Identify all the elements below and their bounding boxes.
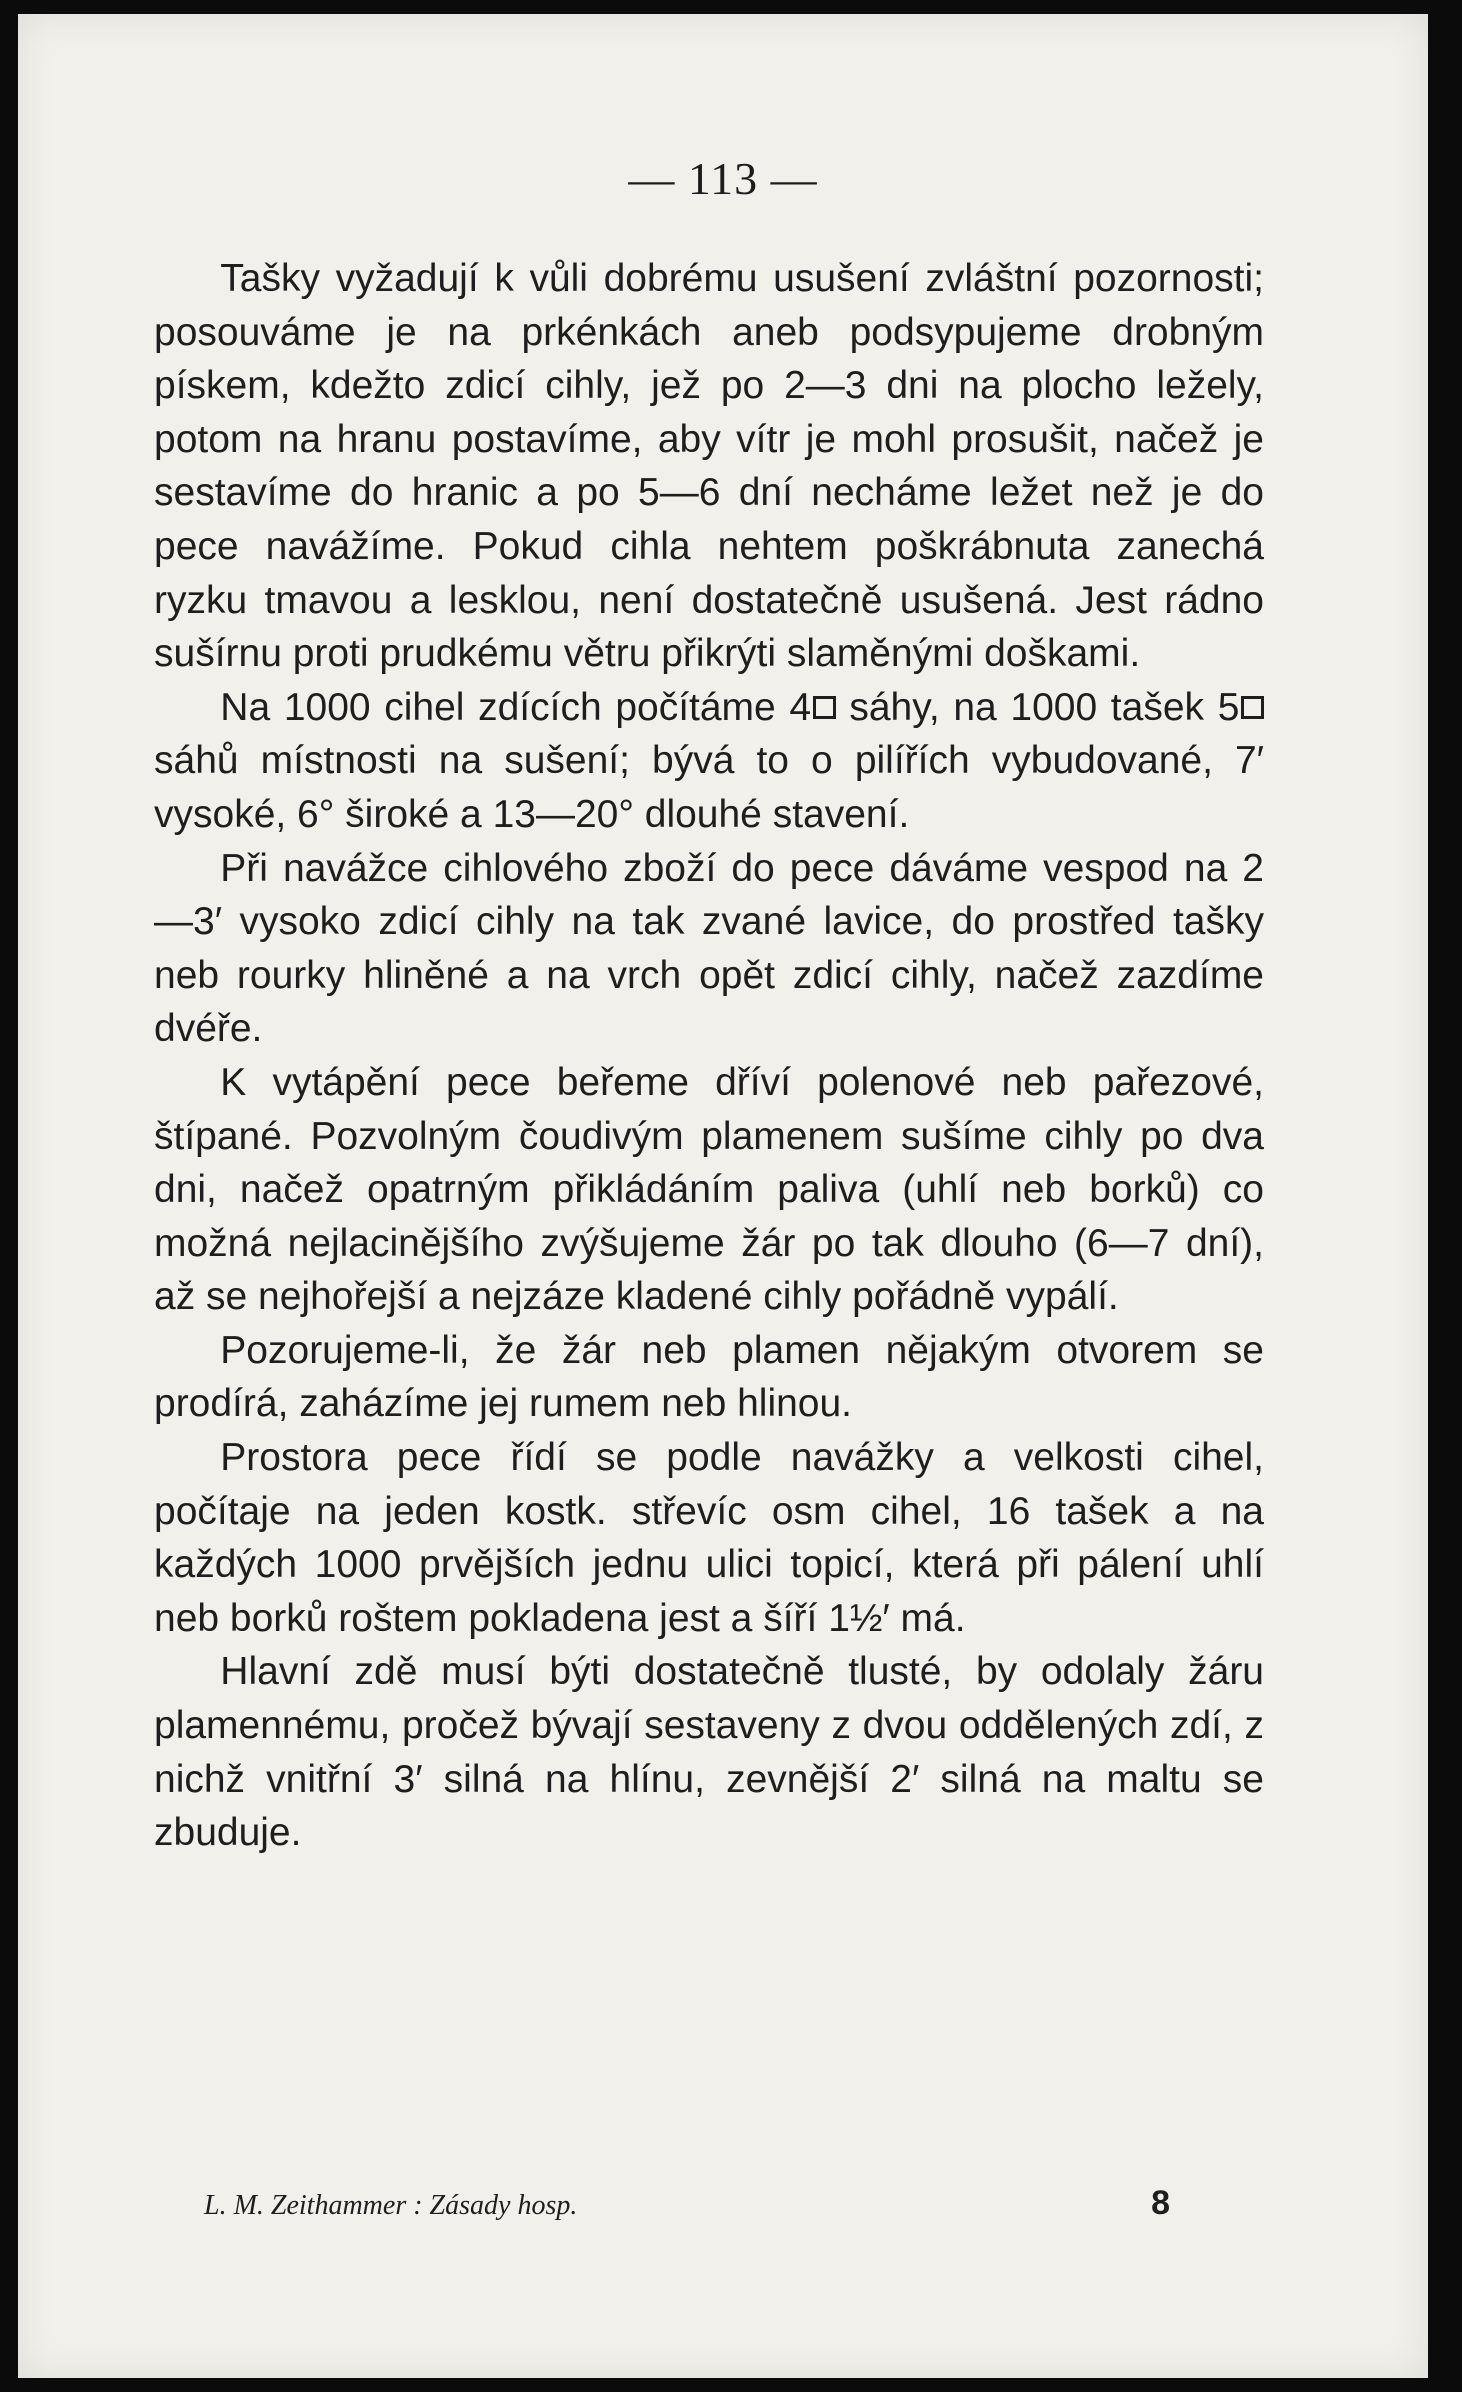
body-text xyxy=(154,252,1264,1860)
square-unit-symbol xyxy=(813,696,836,719)
paragraph-text: Prostora pece řídí se podle navážky a velkosti cihel, počítaje na jeden kostk. střevíc osm cihel, 16 tašek a na každých 1000 prvějších jednu ulici topicí, která při pálení uhlí neb borků roštem pokladena jest a šíří 1½′ má. xyxy=(154,1436,1264,1640)
paragraph-6 xyxy=(154,1431,1264,1645)
paragraph-text: Tašky vyžadují k vůli dobrému usušení zvláštní pozornosti; posouváme je na prkénkách aneb podsypujeme drobným pískem, kdežto zdicí cihly, jež po 2—3 dni na plocho ležely, potom na hranu postavíme, aby vítr je mohl prosušit, načež je sestavíme do hranic a po 5—6 dní necháme ležet než je do pece navážíme. Pokud cihla nehtem poškrábnuta zanechá ryzku tmavou a lesklou, není dostatečně usušená. Jest rádno sušírnu proti prudkému větru přikrýti slaměnými doškami. xyxy=(154,257,1264,676)
page-number: — 113 — xyxy=(628,153,818,204)
paragraph-5 xyxy=(154,1324,1264,1431)
page-footer xyxy=(204,2184,1184,2222)
book-page xyxy=(18,14,1428,2378)
paragraph-2 xyxy=(154,681,1264,842)
paragraph-3 xyxy=(154,842,1264,1056)
paragraph-text: K vytápění pece beřeme dříví polenové neb pařezové, štípané. Pozvolným čoudivým plamenem sušíme cihly po dva dni, načež opatrným přikládáním paliva (uhlí neb borků) co možná nejlacinějšího zvýšujeme žár po tak dlouho (6—7 dní), až se nejhořejší a nejzáze kladené cihly pořádně vypálí. xyxy=(154,1060,1264,1319)
paragraph-1 xyxy=(154,252,1264,681)
paragraph-text: Při navážce cihlového zboží do pece dáváme vespod na 2—3′ vysoko zdicí cihly na tak zvané lavice, do prostřed tašky neb rourky hliněné a na vrch opět zdicí cihly, načež zazdíme dvéře. xyxy=(154,846,1264,1051)
paragraph-text: sáhů místnosti na sušení; bývá to o pilířích vybudované, 7′ vysoké, 6° široké a 13—20° dlouhé stavení. xyxy=(154,739,1264,836)
paragraph-text: Pozorujeme-li, že žár neb plamen nějakým otvorem se prodírá, zaházíme jej rumem neb hlinou. xyxy=(154,1328,1264,1426)
paragraph-7 xyxy=(154,1645,1264,1859)
square-unit-symbol xyxy=(1241,696,1264,719)
paragraph-4 xyxy=(154,1056,1264,1324)
paragraph-text: Hlavní zdě musí býti dostatečně tlusté, by odolaly žáru plamennému, pročež bývají sestaveny z dvou oddělených zdí, z nichž vnitřní 3′ silná na hlínu, zevnější 2′ silná na maltu se zbuduje. xyxy=(154,1650,1264,1855)
paragraph-text: Na 1000 cihel zdících počítáme 4 xyxy=(220,685,812,729)
footer-author: L. M. Zeithammer : Zásady hosp. xyxy=(204,2190,578,2221)
paragraph-text: sáhy, na 1000 tašek 5 xyxy=(835,685,1240,729)
signature-mark: 8 xyxy=(1151,2184,1170,2222)
